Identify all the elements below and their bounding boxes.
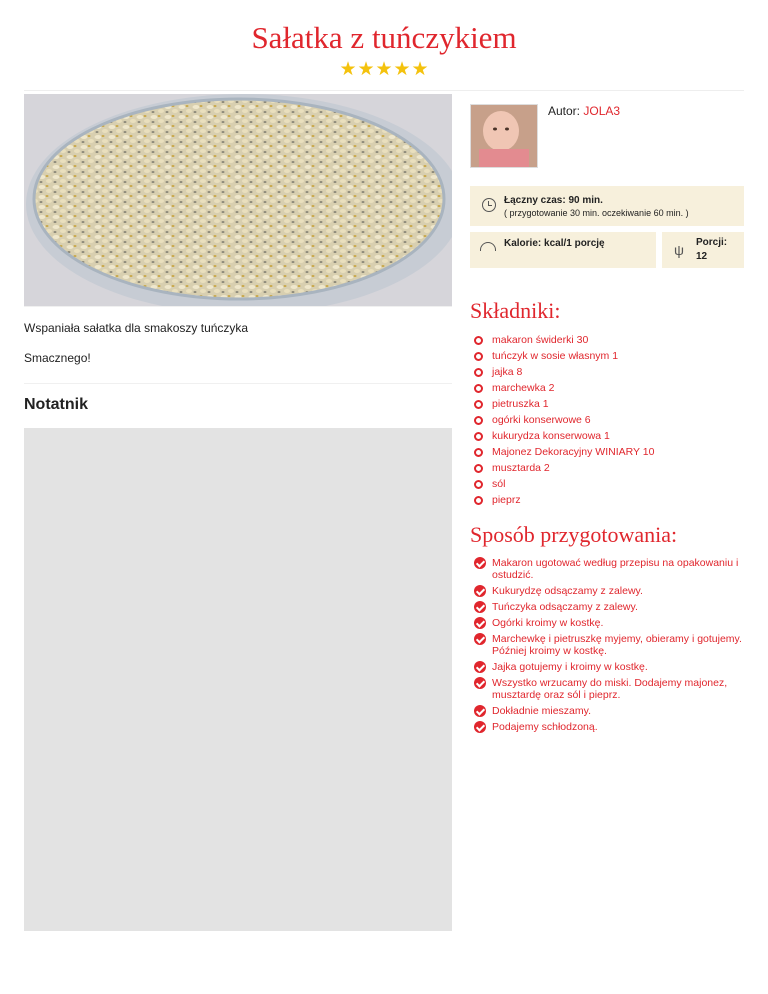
bullet-icon bbox=[474, 368, 483, 377]
divider bbox=[24, 90, 744, 91]
bullet-icon bbox=[474, 496, 483, 505]
description-text: Wspaniała sałatka dla smakoszy tuńczyka bbox=[24, 321, 249, 335]
list-item: pieprz bbox=[474, 492, 654, 508]
bullet-icon bbox=[474, 448, 483, 457]
list-item: pietruszka 1 bbox=[474, 396, 654, 412]
star-icon: ★ bbox=[357, 59, 375, 80]
check-icon bbox=[474, 617, 486, 629]
bullet-icon bbox=[474, 336, 483, 345]
check-icon bbox=[474, 601, 486, 613]
recipe-title: Sałatka z tuńczykiem bbox=[251, 20, 517, 55]
list-item: kukurydza konserwowa 1 bbox=[474, 428, 654, 444]
step-item: Makaron ugotować według przepisu na opakowaniu i ostudzić. bbox=[474, 557, 748, 581]
list-item: Majonez Dekoracyjny WINIARY 10 bbox=[474, 444, 654, 460]
recipe-photo bbox=[24, 94, 452, 306]
rating-stars bbox=[0, 60, 768, 80]
calories-label: Kalorie: kcal/1 porcję bbox=[504, 238, 605, 249]
ingredients-list bbox=[474, 332, 654, 508]
author-line bbox=[548, 104, 620, 118]
closing-text: Smacznego! bbox=[24, 351, 91, 365]
list-item: ogórki konserwowe 6 bbox=[474, 412, 654, 428]
step-item: Marchewkę i pietruszkę myjemy, obieramy i gotujemy. Później kroimy w kostkę. bbox=[474, 633, 748, 657]
list-item: jajka 8 bbox=[474, 364, 654, 380]
total-time-box bbox=[470, 186, 744, 226]
time-detail: ( przygotowanie 30 min. oczekiwanie 60 min. ) bbox=[504, 208, 689, 218]
notes-title: Notatnik bbox=[24, 396, 88, 413]
star-icon: ★ bbox=[411, 59, 429, 80]
star-icon: ★ bbox=[393, 59, 411, 80]
check-icon bbox=[474, 677, 486, 689]
steps-list bbox=[474, 557, 748, 737]
check-icon bbox=[474, 633, 486, 645]
list-item: makaron świderki 30 bbox=[474, 332, 654, 348]
author-name-link[interactable]: JOLA3 bbox=[583, 104, 621, 118]
check-icon bbox=[474, 585, 486, 597]
avatar[interactable] bbox=[470, 104, 538, 168]
bullet-icon bbox=[474, 384, 483, 393]
bullet-icon bbox=[474, 432, 483, 441]
preparation-title: Sposób przygotowania: bbox=[470, 522, 678, 547]
cutlery-icon: ψ bbox=[674, 242, 684, 258]
notes-area[interactable] bbox=[24, 428, 452, 931]
list-item: marchewka 2 bbox=[474, 380, 654, 396]
portions-value: 12 bbox=[696, 251, 708, 262]
step-item: Dokładnie mieszamy. bbox=[474, 705, 748, 717]
bullet-icon bbox=[474, 480, 483, 489]
list-item: sól bbox=[474, 476, 654, 492]
calories-box bbox=[470, 232, 656, 268]
ingredients-title: Składniki: bbox=[470, 298, 561, 323]
step-item: Podajemy schłodzoną. bbox=[474, 721, 748, 733]
check-icon bbox=[474, 705, 486, 717]
step-item: Tuńczyka odsączamy z zalewy. bbox=[474, 601, 748, 613]
bullet-icon bbox=[474, 416, 483, 425]
list-item: tuńczyk w sosie własnym 1 bbox=[474, 348, 654, 364]
bullet-icon bbox=[474, 400, 483, 409]
recipe-description bbox=[24, 306, 452, 384]
step-item: Ogórki kroimy w kostkę. bbox=[474, 617, 748, 629]
portions-box bbox=[662, 232, 744, 268]
star-icon: ★ bbox=[375, 59, 393, 80]
step-item: Jajka gotujemy i kroimy w kostkę. bbox=[474, 661, 748, 673]
star-icon: ★ bbox=[339, 59, 357, 80]
clock-icon bbox=[482, 198, 496, 212]
total-time: Łączny czas: 90 min. bbox=[504, 195, 603, 206]
check-icon bbox=[474, 661, 486, 673]
author-label: Autor: bbox=[548, 104, 581, 118]
bullet-icon bbox=[474, 464, 483, 473]
step-item: Kukurydzę odsączamy z zalewy. bbox=[474, 585, 748, 597]
check-icon bbox=[474, 557, 486, 569]
portions-label bbox=[696, 236, 727, 264]
portions-title: Porcji: bbox=[696, 237, 728, 248]
check-icon bbox=[474, 721, 486, 733]
list-item: musztarda 2 bbox=[474, 460, 654, 476]
bullet-icon bbox=[474, 352, 483, 361]
gauge-icon bbox=[480, 242, 496, 251]
step-item: Wszystko wrzucamy do miski. Dodajemy majonez, musztardę oraz sól i pieprz. bbox=[474, 677, 748, 701]
